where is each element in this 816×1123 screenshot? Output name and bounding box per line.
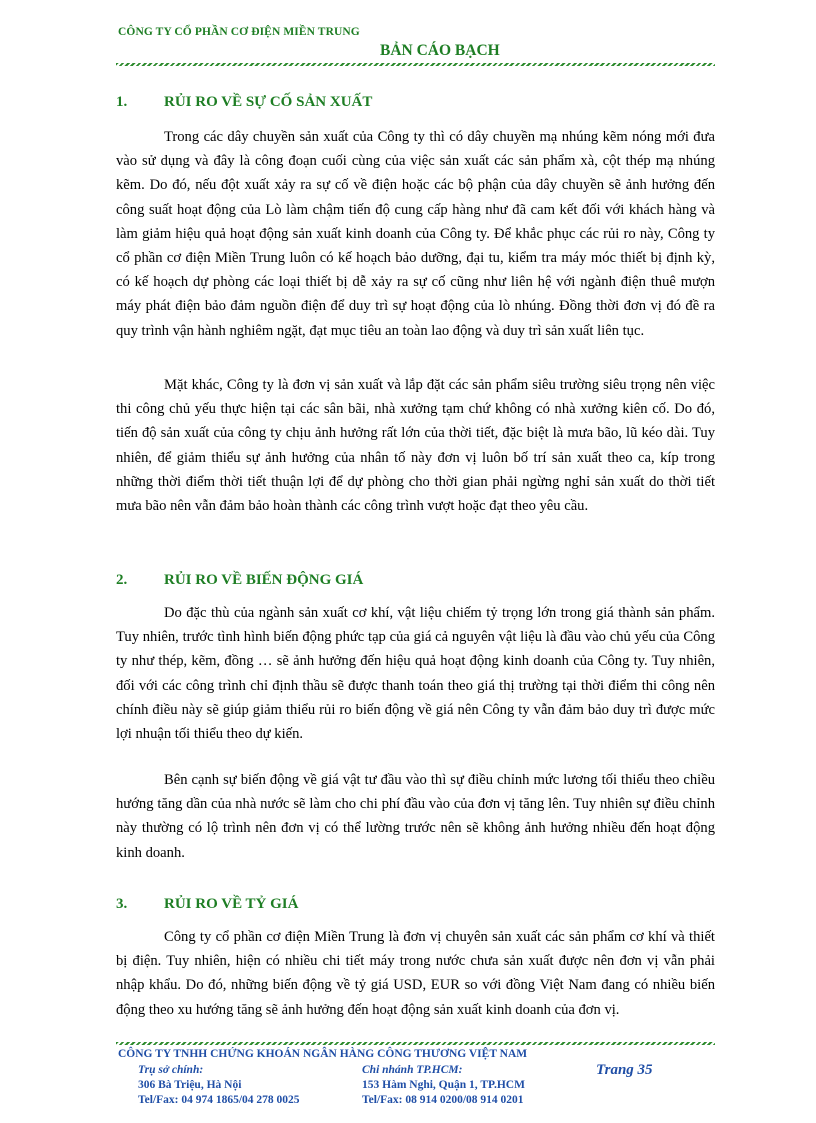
section-number: 3.	[116, 896, 128, 912]
head-office-phone: Tel/Fax: 04 974 1865/04 278 0025	[138, 1093, 300, 1106]
section-heading-3	[116, 896, 716, 916]
footer-head-office	[138, 1063, 358, 1107]
paragraph: Mặt khác, Công ty là đơn vị sản xuất và lắp đặt các sản phẩm siêu trường siêu trọng nên việc thi công chủ yếu thực hiện tại các sân bãi, nhà xưởng tạm chứ không có nhà xưởng kiên cố. Do đó, tiến độ sản xuất của công ty chịu ảnh hưởng rất lớn của thời tiết, đặc biệt là mưa bão, lũ kéo dài. Tuy nhiên, để giảm thiểu sự ảnh hưởng của nhân tố này đơn vị luôn bố trí sản xuất theo ca, kíp trong những thời điểm thời tiết thuận lợi để dự phòng cho thời gian phải ngừng nghỉ sản xuất do thời tiết mưa bão nên vẫn đảm bảo hoàn thành các công trình vượt hoặc đạt theo yêu cầu.	[116, 377, 715, 515]
head-office-address: 306 Bà Triệu, Hà Nội	[138, 1078, 242, 1091]
paragraph: Do đặc thù của ngành sản xuất cơ khí, vật liệu chiếm tỷ trọng lớn trong giá thành sản phẩm. Tuy nhiên, trước tình hình biến động phức tạp của giá cả nguyên vật liệu là đầu vào chủ yếu của Công ty như thép, kẽm, đồng … sẽ ảnh hưởng đến hiệu quả hoạt động kinh doanh của Công ty. Tuy nhiên, đối với các công trình chỉ định thầu sẽ được thanh toán theo giá thị trường tại thời điểm thi công nên chính điều này sẽ giúp giảm thiểu rủi ro biến động về giá nên Công ty vẫn đảm bảo duy trì được mức lợi nhuận tối thiểu theo dự kiến.	[116, 605, 715, 743]
footer-branch	[362, 1063, 582, 1107]
head-office-label: Trụ sở chính:	[138, 1064, 204, 1076]
paragraph: Trong các dây chuyền sản xuất của Công ty thì có dây chuyền mạ nhúng kẽm nóng mới đưa vào sử dụng và đây là công đoạn cuối cùng của việc sản xuất các sản phẩm xà, cột thép mạ nhúng kẽm. Do đó, nếu đột xuất xảy ra sự cố về điện hoặc các bộ phận của dây chuyền sẽ ảnh hưởng đến công suất hoạt động của Lò làm chậm tiến độ cung cấp hàng như đã cam kết đối với khách hàng và làm giảm hiệu quả hoạt động sản xuất kinh doanh của Công ty. Để khắc phục các rủi ro này, Công ty cổ phần cơ điện Miền Trung luôn có kế hoạch bảo dưỡng, đại tu, kiểm tra máy móc thiết bị định kỳ, có kế hoạch dự phòng các loại thiết bị dễ xảy ra sự cố cũng như liên hệ với ngành điện thuê mượn máy phát điện bảo đảm nguồn điện để duy trì sự hoạt động của lò nhúng. Đồng thời đơn vị đó đề ra quy trình vận hành nghiêm ngặt, đạt mục tiêu an toàn lao động và duy trì sản xuất liên tục.	[116, 129, 715, 339]
section-number: 1.	[116, 94, 128, 110]
branch-address: 153 Hàm Nghi, Quận 1, TP.HCM	[362, 1078, 525, 1091]
section-title: RỦI RO VỀ TỶ GIÁ	[164, 896, 299, 912]
section-title: RỦI RO VỀ BIẾN ĐỘNG GIÁ	[164, 572, 364, 588]
branch-label: Chi nhánh TP.HCM:	[362, 1064, 463, 1076]
header-divider	[116, 63, 715, 66]
section-heading-1	[116, 94, 716, 114]
header-document-title: BẢN CÁO BẠCH	[380, 42, 500, 59]
branch-phone: Tel/Fax: 08 914 0200/08 914 0201	[362, 1093, 524, 1106]
section-number: 2.	[116, 572, 128, 588]
footer-company-name: CÔNG TY TNHH CHỨNG KHOÁN NGÂN HÀNG CÔNG THƯƠNG VIỆT NAM	[118, 1048, 528, 1060]
section-heading-2	[116, 572, 716, 592]
footer-divider	[116, 1042, 715, 1045]
section-title: RỦI RO VỀ SỰ CỐ SẢN XUẤT	[164, 94, 373, 110]
paragraph: Công ty cổ phần cơ điện Miền Trung là đơn vị chuyên sản xuất các sản phẩm cơ khí và thiết bị điện. Tuy nhiên, hiện có nhiều chi tiết máy trong nước chưa sản xuất được nên đơn vị vẫn phải nhập khẩu. Do đó, những biến động về tỷ giá USD, EUR so với đồng Việt Nam đang có nhiều biến động theo xu hướng tăng sẽ ảnh hưởng đến hoạt động sản xuất kinh doanh của đơn vị.	[116, 929, 715, 1018]
header-company-name: CÔNG TY CỔ PHẦN CƠ ĐIỆN MIỀN TRUNG	[118, 26, 360, 38]
page-number: Trang 35	[596, 1062, 653, 1078]
paragraph: Bên cạnh sự biến động về giá vật tư đầu vào thì sự điều chỉnh mức lương tối thiểu theo chiều hướng tăng dần của nhà nước sẽ làm cho chi phí đầu vào của đơn vị tăng lên. Tuy nhiên sự điều chỉnh này thường có lộ trình nên đơn vị có thể lường trước nên sẽ không ảnh hưởng nhiều đến hoạt động kinh doanh.	[116, 772, 715, 861]
